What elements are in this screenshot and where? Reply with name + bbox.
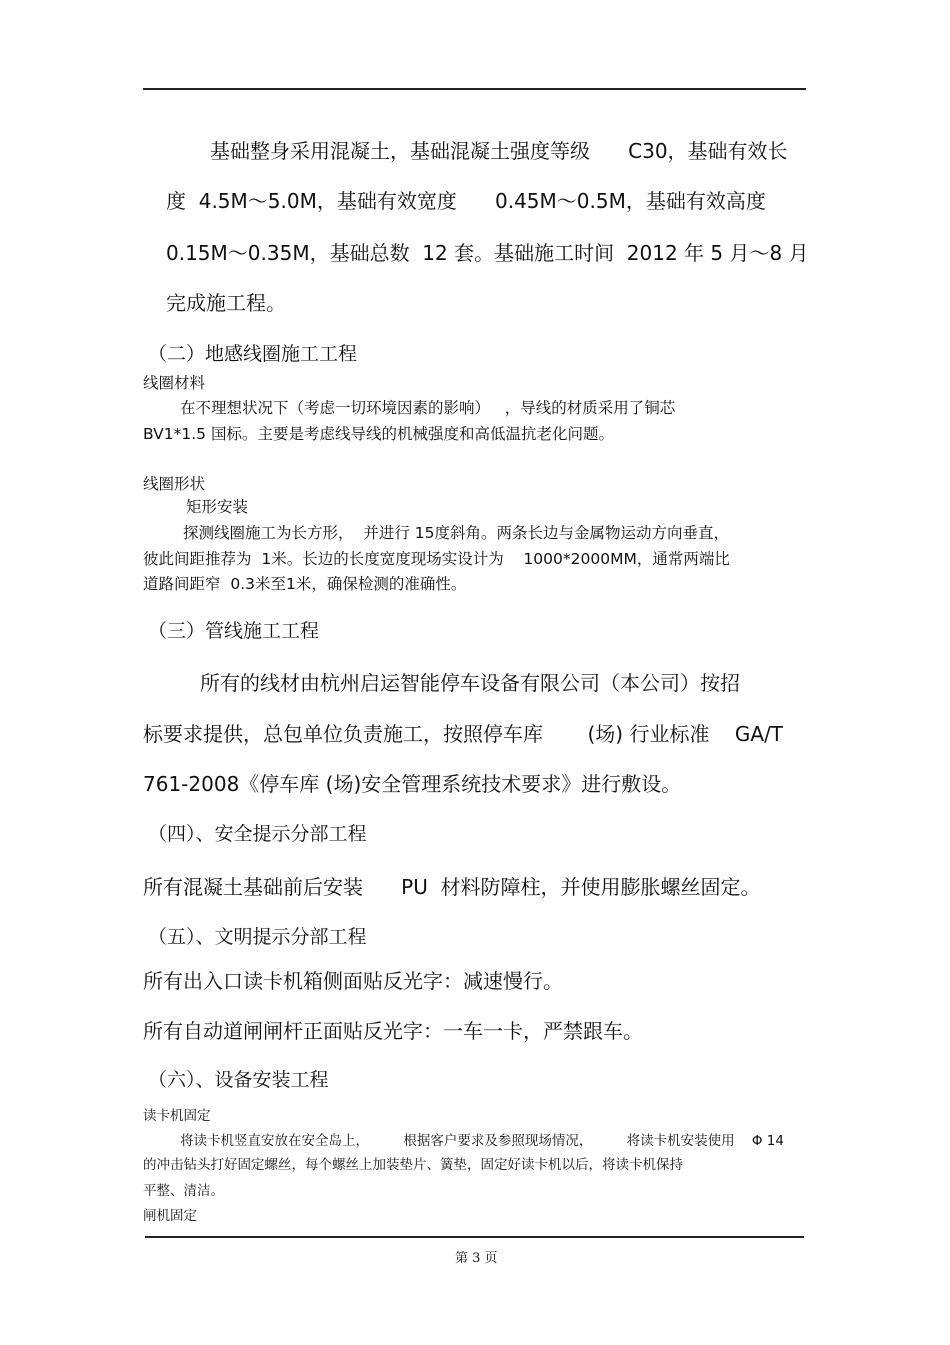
- header-rule: [143, 88, 806, 90]
- section-4-heading: （四）、安全提示分部工程: [148, 823, 367, 845]
- section-3-heading: （三）管线施工工程: [148, 620, 320, 642]
- section-5-line-1: 所有出入口读卡机箱侧面贴反光字：减速慢行。: [143, 969, 563, 993]
- section-6-heading: （六）、设备安装工程: [148, 1069, 329, 1091]
- section-4-line-1: 所有混凝土基础前后安装 PU 材料防障柱，并使用膨胀螺丝固定。: [143, 875, 761, 899]
- coil-material-line-1: 在不理想状况下（考虑一切环境因素的影响） ，导线的材质采用了铜芯: [180, 399, 676, 417]
- card-reader-line-2: 的冲击钻头打好固定螺丝，每个螺丝上加装垫片、簧垫，固定好读卡机以后，将读卡机保持: [143, 1157, 683, 1173]
- section-5-line-2: 所有自动道闸闸杆正面贴反光字：一车一卡，严禁跟车。: [143, 1019, 643, 1043]
- section-2-heading: （二）地感线圈施工工程: [148, 343, 358, 365]
- section-3-line-1: 所有的线材由杭州启运智能停车设备有限公司（本公司）按招: [200, 671, 740, 695]
- section-3-line-3: 761-2008《停车库 (场)安全管理系统技术要求》进行敷设。: [143, 772, 682, 796]
- footer-rule: [145, 1236, 804, 1238]
- coil-material-title: 线圈材料: [143, 374, 206, 392]
- foundation-line-4: 完成施工程。: [166, 291, 286, 315]
- card-reader-title: 读卡机固定: [143, 1108, 211, 1124]
- card-reader-line-3: 平整、清洁。: [143, 1183, 224, 1199]
- coil-shape-subtitle: 矩形安装: [186, 498, 249, 516]
- foundation-line-2: 度 4.5M～5.0M，基础有效宽度 0.45M～0.5M，基础有效高度: [166, 189, 766, 213]
- coil-shape-line-1: 探测线圈施工为长方形， 并进行 15度斜角。两条长边与金属物运动方向垂直，: [183, 524, 730, 542]
- section-3-line-2: 标要求提供，总包单位负责施工，按照停车库 (场) 行业标准 GA/T: [143, 722, 784, 746]
- foundation-line-1: 基础整身采用混凝土，基础混凝土强度等级 C30，基础有效长: [210, 139, 788, 163]
- card-reader-line-1: 将读卡机竖直安放在安全岛上， 根据客户要求及参照现场情况， 将读卡机安装使用 Φ 14: [180, 1133, 784, 1149]
- coil-material-line-2: BV1*1.5 国标。主要是考虑线导线的机械强度和高低温抗老化问题。: [143, 425, 614, 443]
- page-number: 第 3 页: [455, 1251, 498, 1266]
- foundation-line-3: 0.15M～0.35M，基础总数 12 套。基础施工时间 2012 年 5 月～8 月: [166, 241, 809, 265]
- section-5-heading: （五）、文明提示分部工程: [148, 926, 367, 948]
- coil-shape-line-3: 道路间距窄 0.3米至1米，确保检测的准确性。: [143, 575, 467, 593]
- coil-shape-title: 线圈形状: [143, 475, 206, 493]
- gate-title: 闸机固定: [143, 1208, 197, 1224]
- coil-shape-line-2: 彼此间距推荐为 1米。长边的长度宽度现场实设计为 1000*2000MM，通常两端比: [143, 550, 730, 568]
